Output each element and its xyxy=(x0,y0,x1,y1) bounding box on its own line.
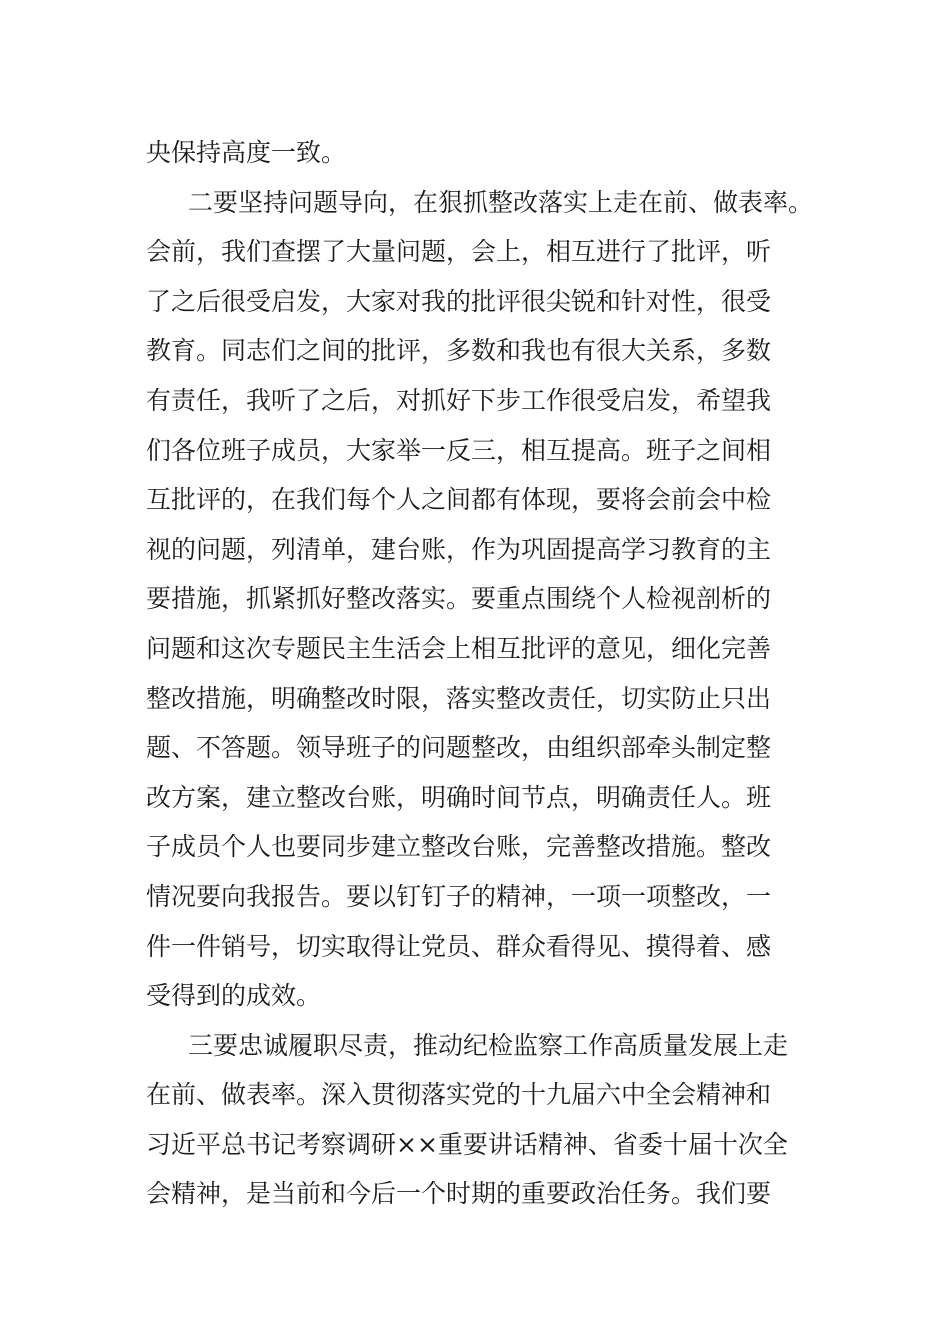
text-line: 件一件销号，切实取得让党员、群众看得见、摸得着、感 xyxy=(146,931,772,961)
document-body xyxy=(146,128,812,1219)
text-line: 受得到的成效。 xyxy=(146,981,322,1011)
text-line: 情况要向我报告。要以钉钉子的精神，一项一项整改，一 xyxy=(146,881,772,911)
text-line: 子成员个人也要同步建立整改台账，完善整改措施。整改 xyxy=(146,832,772,862)
text-line: 习近平总书记考察调研××重要讲话精神、省委十届十次全 xyxy=(146,1129,788,1159)
text-line: 们各位班子成员，大家举一反三，相互提高。班子之间相 xyxy=(146,435,772,465)
text-line: 会前，我们查摆了大量问题，会上，相互进行了批评，听 xyxy=(146,237,772,267)
text-line: 会精神，是当前和今后一个时期的重要政治任务。我们要 xyxy=(146,1179,772,1209)
text-line: 有责任，我听了之后，对抓好下步工作很受启发，希望我 xyxy=(146,385,772,415)
text-line: 在前、做表率。深入贯彻落实党的十九届六中全会精神和 xyxy=(146,1080,772,1110)
text-line: 教育。同志们之间的批评，多数和我也有很大关系，多数 xyxy=(146,336,772,366)
text-line: 了之后很受启发，大家对我的批评很尖锐和针对性，很受 xyxy=(146,286,772,316)
text-line: 视的问题，列清单，建台账，作为巩固提高学习教育的主 xyxy=(146,534,772,564)
text-line: 问题和这次专题民主生活会上相互批评的意见，细化完善 xyxy=(146,633,772,663)
text-line: 要措施，抓紧抓好整改落实。要重点围绕个人检视剖析的 xyxy=(146,584,772,614)
text-line: 改方案，建立整改台账，明确时间节点，明确责任人。班 xyxy=(146,782,772,812)
text-line: 题、不答题。领导班子的问题整改，由组织部牵头制定整 xyxy=(146,733,772,763)
text-line: 央保持高度一致。 xyxy=(146,138,347,167)
text-line: 整改措施，明确整改时限，落实整改责任，切实防止只出 xyxy=(146,683,772,713)
text-line: 互批评的，在我们每个人之间都有体现，要将会前会中检 xyxy=(146,485,772,515)
paragraph-first-line: 三要忠诚履职尽责，推动纪检监察工作高质量发展上走 xyxy=(188,1030,789,1060)
paragraph-first-line: 二要坚持问题导向，在狠抓整改落实上走在前、做表率。 xyxy=(188,187,814,217)
